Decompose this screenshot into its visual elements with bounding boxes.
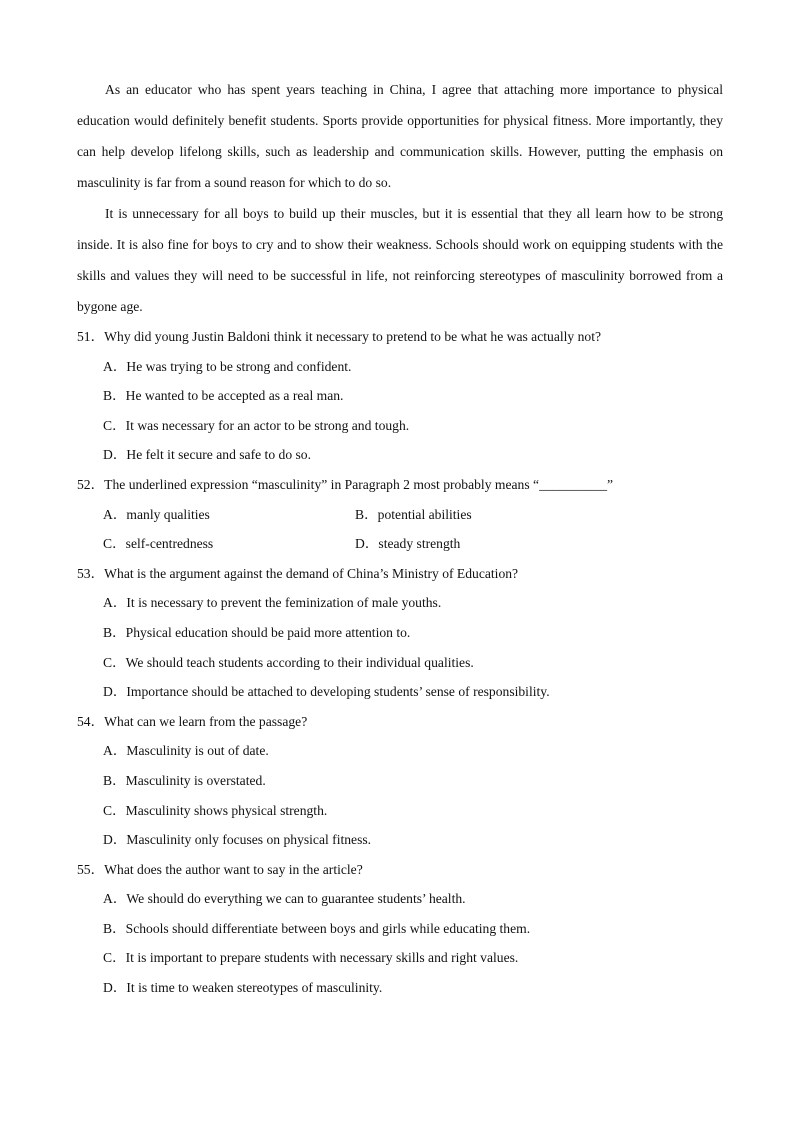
option-a: A．It is necessary to prevent the feminization of male youths.	[103, 595, 442, 611]
passage	[77, 74, 723, 322]
option-row	[77, 500, 723, 530]
option-row	[77, 529, 723, 559]
question-stem: 55．What does the author want to say in the article?	[77, 861, 363, 877]
option-d: D．Importance should be attached to developing students’ sense of responsibility.	[103, 684, 550, 700]
option-d: D．He felt it secure and safe to do so.	[103, 447, 311, 463]
question-53	[77, 559, 723, 707]
option-c: C．It is important to prepare students with necessary skills and right values.	[103, 950, 519, 966]
option-c: C．We should teach students according to their individual qualities.	[103, 654, 474, 670]
question-stem: 53．What is the argument against the demand of China’s Ministry of Education?	[77, 565, 519, 581]
option-b: B．Schools should differentiate between boys and girls while educating them.	[103, 920, 531, 936]
option-d: D．Masculinity only focuses on physical fitness.	[103, 832, 372, 848]
paragraph: As an educator who has spent years teaching in China, I agree that attaching more importance to physical education would definitely benefit students. Sports provide opportunities for physical fitness. More importantly, they can help develop lifelong skills, such as leadership and communication skills. However, putting the emphasis on masculinity is far from a sound reason for which to do so.	[77, 82, 723, 190]
option-c: C．It was necessary for an actor to be strong and tough.	[103, 417, 410, 433]
option-a: A．manly qualities	[103, 506, 210, 522]
option-d: D．steady strength	[355, 536, 461, 552]
question-stem: 51．Why did young Justin Baldoni think it necessary to pretend to be what he was actually not?	[77, 329, 602, 344]
option-b: B．Physical education should be paid more attention to.	[103, 624, 411, 640]
question-stem: 54．What can we learn from the passage?	[77, 713, 308, 729]
question-51	[77, 322, 723, 470]
option-b: B．potential abilities	[355, 506, 472, 522]
option-a: A．Masculinity is out of date.	[103, 743, 269, 759]
option-d: D．It is time to weaken stereotypes of masculinity.	[103, 980, 383, 996]
option-c: C．self-centredness	[103, 536, 214, 552]
document-page	[77, 74, 723, 1003]
question-stem: 52．The underlined expression “masculinity” in Paragraph 2 most probably means “__________”	[77, 476, 614, 492]
option-b: B．He wanted to be accepted as a real man.	[103, 388, 344, 404]
option-c: C．Masculinity shows physical strength.	[103, 802, 328, 818]
question-list	[77, 322, 723, 1003]
question-52	[77, 470, 723, 559]
paragraph: It is unnecessary for all boys to build up their muscles, but it is essential that they all learn how to be strong inside. It is also fine for boys to cry and to show their weakness. Schools should work on equipping students with the skills and values they will need to be successful in life, not reinforcing stereotypes of masculinity borrowed from a bygone age.	[77, 206, 723, 314]
question-55	[77, 855, 723, 1003]
option-b: B．Masculinity is overstated.	[103, 772, 266, 788]
question-54	[77, 707, 723, 855]
option-a: A．He was trying to be strong and confident.	[103, 358, 352, 374]
option-a: A．We should do everything we can to guarantee students’ health.	[103, 891, 466, 907]
